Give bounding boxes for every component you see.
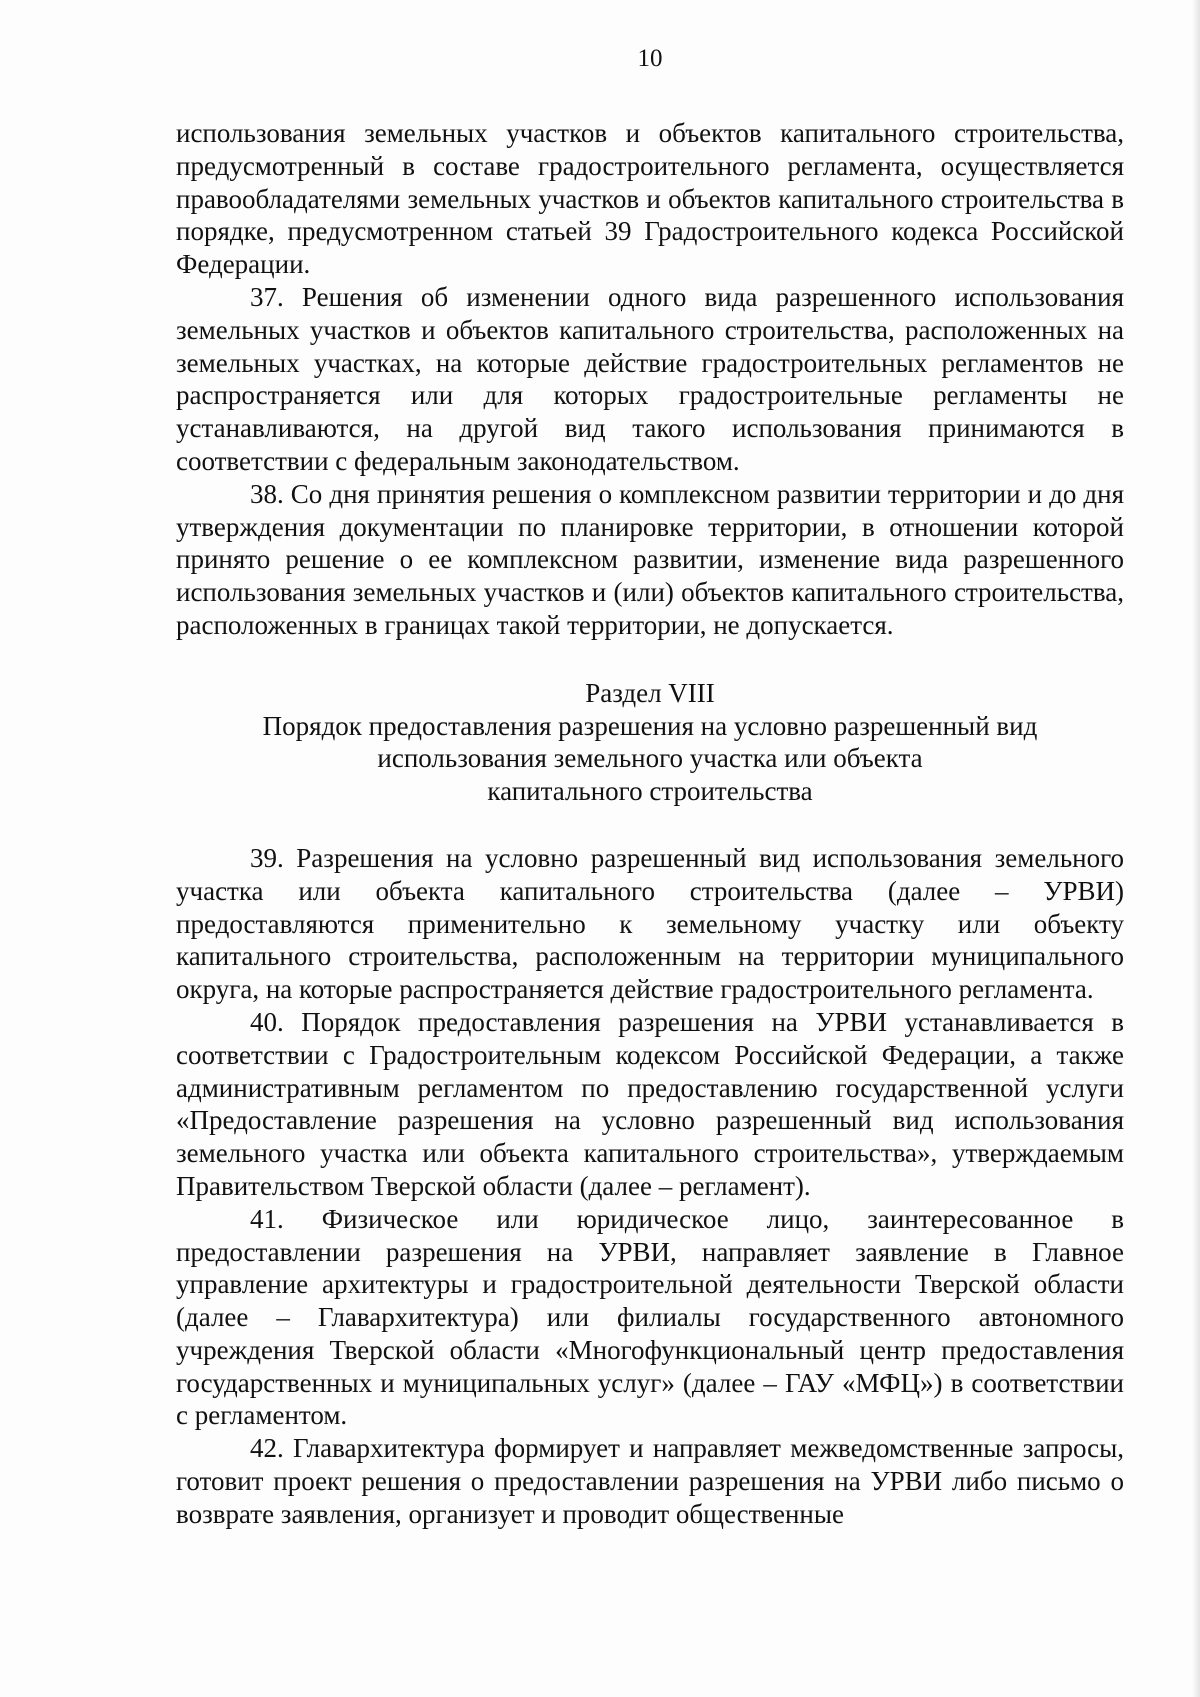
paragraph-continuation: использования земельных участков и объектов капитального строительства, предусмотренный в составе градостроительного регламента, осуществляется правообладателями земельных участков и объектов капитального строительства в порядке, предусмотренном статьей 39 Градостроительного кодекса Российской Федерации. [176, 118, 1124, 280]
paragraph-41: 41. Физическое или юридическое лицо, заинтересованное в предоставлении разрешения на УРВИ, направляет заявление в Главное управление архитектуры и градостроительной деятельности Тверской области (далее – Главархитектура) или филиалы государственного автономного учреждения Тверской области «Многофункциональный центр предоставления государственных и муниципальных услуг» (далее – ГАУ «МФЦ») в соответствии с регламентом. [176, 1203, 1124, 1431]
paragraph-42: 42. Главархитектура формирует и направляет межведомственные запросы, готовит проект решения о предоставлении разрешения на УРВИ либо письмо о возврате заявления, организует и проводит общественные [176, 1433, 1124, 1529]
document-body [176, 117, 1124, 1531]
paragraph-38: 38. Со дня принятия решения о комплексном развитии территории и до дня утверждения документации по планировке территории, в отношении которой принято решение о ее комплексном развитии, изменение вида разрешенного использования земельных участков и (или) объектов капитального строительства, расположенных в границах такой территории, не допускается. [176, 478, 1124, 640]
page-number: 10 [637, 45, 663, 72]
scan-edge-shadow [1192, 0, 1200, 1697]
section-heading [176, 677, 1124, 808]
section-title-line-1: Порядок предоставления разрешения на условно разрешенный вид [262, 710, 1038, 741]
section-title-line-3: капитального строительства [487, 776, 813, 807]
section-title-line-2: использования земельного участка или объекта [377, 743, 923, 774]
paragraph-39: 39. Разрешения на условно разрешенный вид использования земельного участка или объекта капитального строительства (далее – УРВИ) предоставляются применительно к земельному участку или объекту капитального строительства, расположенным на территории муниципального округа, на которые распространяется действие градостроительного регламента. [176, 842, 1124, 1005]
section-label: Раздел VIII [585, 677, 715, 708]
paragraph-40: 40. Порядок предоставления разрешения на УРВИ устанавливается в соответствии с Градостроительным кодексом Российской Федерации, а также административным регламентом по предоставлению государственной услуги «Предоставление разрешения на условно разрешенный вид использования земельного участка или объекта капитального строительства», утверждаемым Правительством Тверской области (далее – регламент). [176, 1006, 1124, 1201]
paragraph-37: 37. Решения об изменении одного вида разрешенного использования земельных участков и объектов капитального строительства, расположенных на земельных участках, на которые действие градостроительных регламентов не распространяется или для которых градостроительные регламенты не устанавливаются, на другой вид такого использования принимаются в соответствии с федеральным законодательством. [176, 281, 1124, 476]
